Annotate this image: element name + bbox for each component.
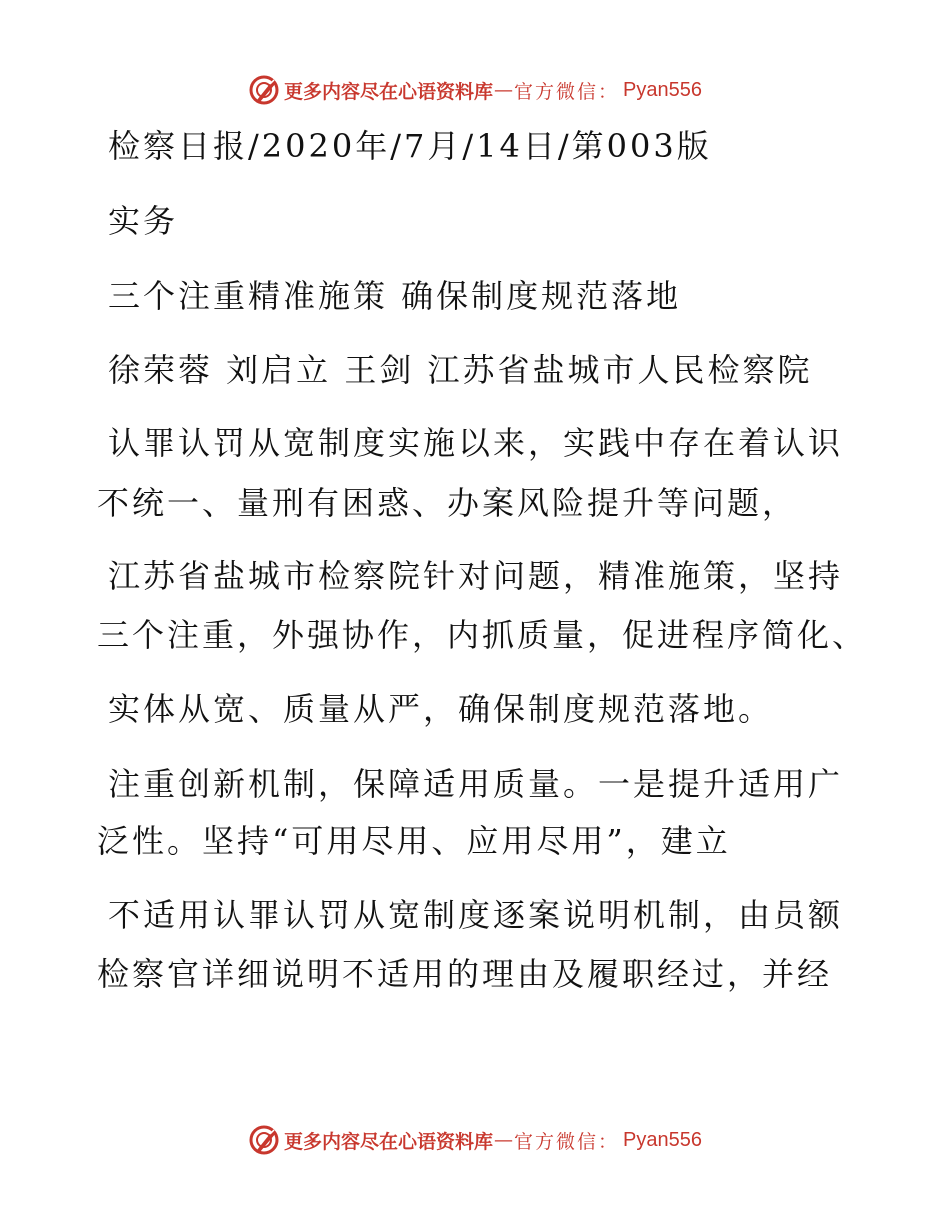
- body-line: 江苏省盐城市检察院针对问题，精准施策，坚持: [108, 557, 844, 595]
- body-line: 实体从宽、质量从严，确保制度规范落地。: [108, 690, 774, 728]
- pen-in-circle-logo-icon: [248, 1124, 280, 1156]
- body-line: 泛性。坚持“可用尽用、应用尽用”，建立: [97, 822, 731, 860]
- body-line: 不适用认罪认罚从宽制度逐案说明机制，由员额: [108, 896, 844, 934]
- wechat-id: Pyan556: [623, 78, 702, 101]
- banner-dash: —: [494, 1129, 514, 1151]
- publication-info: 检察日报/2020年/7月/14日/第003版: [108, 127, 712, 165]
- article-title: 三个注重精准施策 确保制度规范落地: [108, 277, 682, 315]
- body-line: 三个注重，外强协作，内抓质量，促进程序简化、: [97, 616, 868, 654]
- brand-text: 更多内容尽在心语资料库: [284, 80, 494, 103]
- wechat-label: 官方微信：: [514, 1130, 620, 1153]
- body-line: 认罪认罚从宽制度实施以来，实践中存在着认识: [108, 424, 844, 462]
- wechat-id: Pyan556: [623, 1128, 702, 1151]
- wechat-label: 官方微信：: [514, 80, 620, 103]
- banner-dash: —: [494, 79, 514, 101]
- section-label: 实务: [108, 202, 179, 240]
- brand-text: 更多内容尽在心语资料库: [284, 1130, 494, 1153]
- article-authors: 徐荣蓉 刘启立 王剑 江苏省盐城市人民检察院: [108, 351, 813, 389]
- body-line: 不统一、量刑有困惑、办案风险提升等问题，: [97, 484, 798, 522]
- body-line: 注重创新机制，保障适用质量。一是提升适用广: [108, 765, 844, 803]
- bottom-watermark-banner: [0, 1120, 950, 1160]
- body-line: 检察官详细说明不适用的理由及履职经过，并经: [97, 955, 833, 993]
- top-watermark-banner: [0, 70, 950, 110]
- pen-in-circle-logo-icon: [248, 74, 280, 106]
